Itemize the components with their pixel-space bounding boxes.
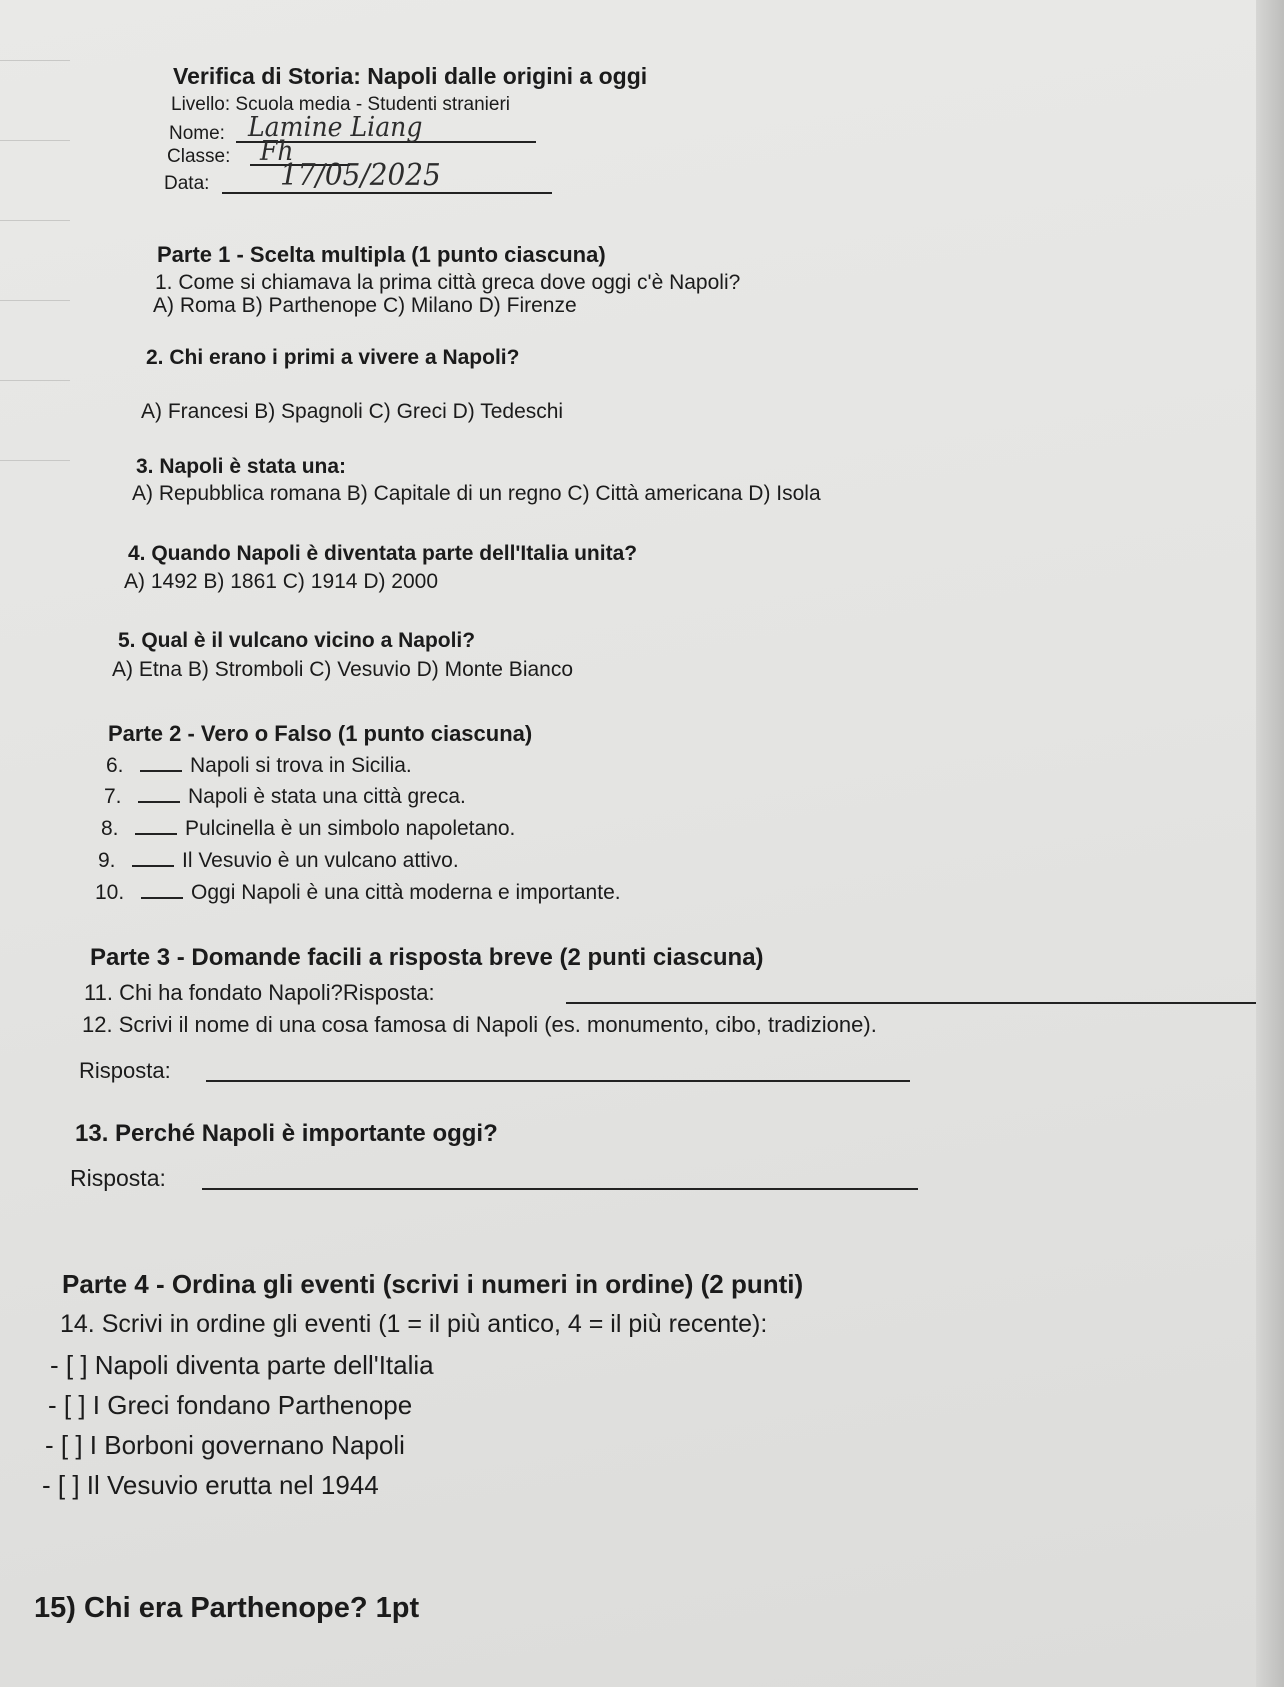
event-item[interactable]: - [ ] Napoli diventa parte dell'Italia <box>50 1350 434 1380</box>
tf-number: 6. <box>106 754 124 777</box>
tf-statement: Oggi Napoli è una città moderna e importante. <box>191 881 621 904</box>
name-label: Nome: <box>169 123 225 144</box>
tf-item-7 <box>104 783 466 809</box>
q3-options: A) Repubblica romana B) Capitale di un regno C) Città americana D) Isola <box>132 482 821 505</box>
tf-item-9 <box>98 847 459 873</box>
tf-statement: Il Vesuvio è un vulcano attivo. <box>182 849 459 872</box>
tf-statement: Napoli si trova in Sicilia. <box>190 754 412 777</box>
q4-text: 4. Quando Napoli è diventata parte dell'Italia unita? <box>128 542 638 565</box>
tf-number: 10. <box>95 881 125 904</box>
ruled-line <box>0 380 70 381</box>
part2-heading: Parte 2 - Vero o Falso (1 punto ciascuna) <box>108 721 533 746</box>
ruled-line <box>0 60 70 61</box>
class-label: Classe: <box>167 146 231 167</box>
q3-text: 3. Napoli è stata una: <box>136 455 347 478</box>
q13-text: 13. Perché Napoli è importante oggi? <box>75 1120 498 1147</box>
level-text: Livello: Scuola media - Studenti stranieri <box>171 94 511 115</box>
q4-options: A) 1492 B) 1861 C) 1914 D) 2000 <box>124 570 439 593</box>
part1-heading: Parte 1 - Scelta multipla (1 punto ciascuna) <box>157 242 606 267</box>
q5-options: A) Etna B) Stromboli C) Vesuvio D) Monte Bianco <box>112 658 574 681</box>
q12-text: 12. Scrivi il nome di una cosa famosa di Napoli (es. monumento, cibo, tradizione). <box>82 1012 877 1037</box>
q2-text: 2. Chi erano i primi a vivere a Napoli? <box>146 346 520 369</box>
tf-blank[interactable] <box>140 752 182 772</box>
tf-blank[interactable] <box>141 879 183 899</box>
tf-number: 9. <box>98 849 116 872</box>
paper-edge-shadow <box>1256 0 1284 1687</box>
date-handwritten[interactable]: 17/05/2025 <box>280 158 441 193</box>
ruled-line <box>0 220 70 221</box>
q13-answer-line[interactable] <box>202 1188 918 1190</box>
page-title: Verifica di Storia: Napoli dalle origini a oggi <box>173 63 648 89</box>
tf-blank[interactable] <box>132 847 174 867</box>
part4-heading: Parte 4 - Ordina gli eventi (scrivi i numeri in ordine) (2 punti) <box>62 1269 804 1299</box>
part3-heading: Parte 3 - Domande facili a risposta breve (2 punti ciascuna) <box>90 944 764 971</box>
q1-text: 1. Come si chiamava la prima città greca dove oggi c'è Napoli? <box>155 271 741 294</box>
q5-text: 5. Qual è il vulcano vicino a Napoli? <box>118 629 476 652</box>
tf-item-6 <box>106 752 412 778</box>
date-label: Data: <box>164 173 210 194</box>
tf-item-10 <box>95 879 621 905</box>
q14-text: 14. Scrivi in ordine gli eventi (1 = il più antico, 4 = il più recente): <box>60 1310 768 1338</box>
q11-answer-line[interactable] <box>566 1002 1256 1004</box>
ruled-line <box>0 140 70 141</box>
class-handwritten[interactable]: Fh <box>260 136 294 167</box>
event-item[interactable]: - [ ] Il Vesuvio erutta nel 1944 <box>42 1470 379 1500</box>
q1-options: A) Roma B) Parthenope C) Milano D) Firenze <box>153 294 577 317</box>
tf-number: 8. <box>101 817 119 840</box>
tf-number: 7. <box>104 785 122 808</box>
tf-item-8 <box>101 815 515 841</box>
tf-statement: Napoli è stata una città greca. <box>188 785 466 808</box>
event-item[interactable]: - [ ] I Greci fondano Parthenope <box>48 1390 413 1420</box>
q15-text: 15) Chi era Parthenope? 1pt <box>34 1592 420 1624</box>
q11-text: 11. Chi ha fondato Napoli?Risposta: <box>84 980 435 1005</box>
tf-statement: Pulcinella è un simbolo napoletano. <box>185 817 516 840</box>
ruled-line <box>0 460 70 461</box>
q2-options: A) Francesi B) Spagnoli C) Greci D) Tedeschi <box>141 400 564 423</box>
q13-answer-label: Risposta: <box>70 1165 166 1191</box>
q12-answer-label: Risposta: <box>79 1058 171 1083</box>
tf-blank[interactable] <box>135 815 177 835</box>
q12-answer-line[interactable] <box>206 1080 910 1082</box>
ruled-line <box>0 300 70 301</box>
event-item[interactable]: - [ ] I Borboni governano Napoli <box>45 1430 405 1460</box>
name-handwritten[interactable]: Lamine Liang <box>248 112 423 143</box>
tf-blank[interactable] <box>138 783 180 803</box>
